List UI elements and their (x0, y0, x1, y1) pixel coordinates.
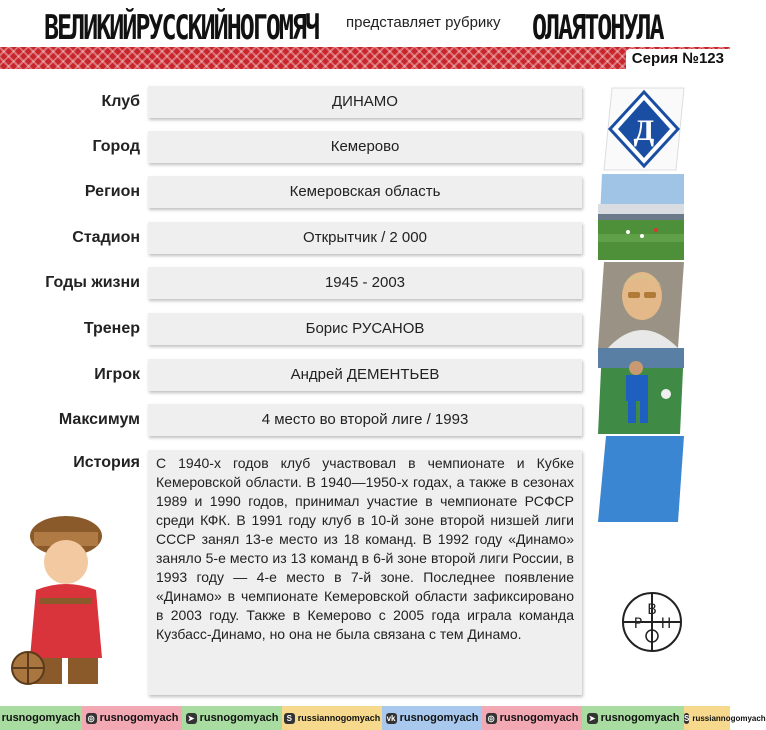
telegram-icon: ➤ (186, 713, 197, 724)
footer-link-7-label: rusnogomyach (600, 712, 680, 724)
history-text: С 1940-х годов клуб участвовал в чемпионате и Кубке Кемеровской области. В 1940—1950-х годах, а также в сезонах 1989 и 1990 годов, принимал участие в чемпионате РСФСР среди КФК. В 1991 году клуб в 10-й зоне второй низшей лиги СССР занял 13-е место из 18 команд. В 1992 году «Динамо» заняло 5-е место из 13 команд в 6-й зоне второй лиги России, в 1993 году — 4-е место в 7-й зоне. Последнее появление «Динамо» в чемпионате Кемеровской области зафиксировано в 2003 году. Также в Кемерово с 2005 года играла команда Кузбасс-Динамо, но она не была связана с тем Динамо. (156, 455, 574, 642)
telegram-icon: ➤ (587, 713, 598, 724)
footer-link-6[interactable] (482, 706, 582, 730)
zen-icon: S (284, 713, 295, 724)
footer-link-5-label: rusnogomyach (399, 712, 479, 724)
row-label-coach: Тренер (83, 320, 140, 337)
row-label-club: Клуб (101, 93, 140, 110)
stamp-letter-right: Н (660, 616, 672, 632)
rubric-title: ОЛАЯТОНУЛА (532, 8, 663, 48)
row-label-years: Годы жизни (45, 274, 140, 291)
row-label-stadium: Стадион (72, 229, 140, 246)
header (0, 0, 730, 46)
mascot-illustration (10, 508, 120, 688)
row-value-maximum: 4 место во второй лиге / 1993 (148, 404, 582, 436)
player-photo (598, 348, 684, 434)
row-value-region: Кемеровская область (148, 176, 582, 208)
footer-link-6-label: rusnogomyach (499, 712, 579, 724)
logo-letter: Д (633, 114, 655, 147)
brand-title: ВЕЛИКИЙРУССКИЙНОГОМЯЧ (44, 8, 319, 48)
instagram-icon: ◎ (86, 713, 97, 724)
coach-photo (598, 262, 684, 348)
row-value-player: Андрей ДЕМЕНТЬЕВ (148, 359, 582, 391)
row-value-club: ДИНАМО (148, 86, 582, 118)
footer-link-4[interactable] (282, 706, 382, 730)
instagram-icon: ◎ (486, 713, 497, 724)
vrn-stamp (620, 590, 684, 654)
zen-icon: S (684, 713, 690, 723)
social-footer (0, 706, 766, 730)
row-label-history: История (73, 454, 140, 471)
row-value-years: 1945 - 2003 (148, 267, 582, 299)
club-logo (598, 86, 684, 172)
vk-icon: vk (386, 713, 396, 723)
footer-link-4-label: russiannogomyach (297, 713, 381, 723)
footer-link-3[interactable] (182, 706, 282, 730)
stadium-photo (598, 174, 684, 260)
row-value-city: Кемерово (148, 131, 582, 163)
stamp-letter-left: Р (633, 616, 643, 632)
footer-link-5[interactable] (382, 706, 482, 730)
footer-link-3-label: rusnogomyach (199, 712, 279, 724)
history-box (148, 450, 582, 695)
row-label-region: Регион (84, 183, 140, 200)
footer-link-2-label: rusnogomyach (99, 712, 179, 724)
footer-link-7[interactable] (582, 706, 684, 730)
ornament-band (0, 47, 730, 69)
footer-link-8[interactable] (684, 706, 766, 730)
series-badge: Серия №123 (626, 49, 730, 69)
row-label-city: Город (92, 138, 140, 155)
footer-link-8-label: russiannogomyach (692, 713, 766, 723)
stamp-letter-top: В (647, 602, 657, 618)
row-value-stadium: Открытчик / 2 000 (148, 222, 582, 254)
row-label-player: Игрок (94, 366, 140, 383)
footer-link-1[interactable] (0, 706, 82, 730)
presents-text: представляет рубрику (346, 14, 501, 31)
row-value-coach: Борис РУСАНОВ (148, 313, 582, 345)
blue-placeholder-image (598, 436, 684, 522)
footer-link-2[interactable] (82, 706, 182, 730)
footer-link-1-label: rusnogomyach (1, 712, 81, 724)
row-label-maximum: Максимум (58, 411, 140, 428)
